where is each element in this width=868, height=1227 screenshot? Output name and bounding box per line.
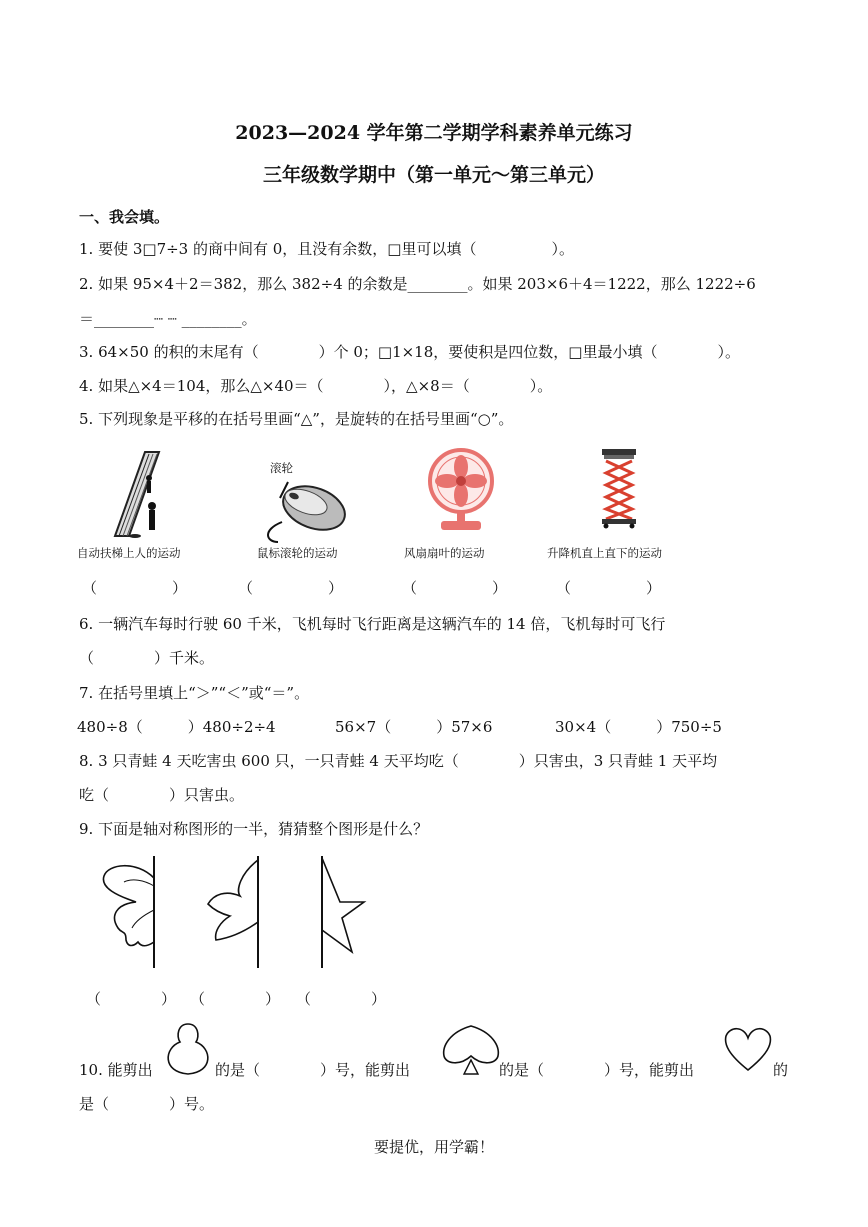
scroll-wheel-label: 滚轮 bbox=[270, 461, 293, 475]
half-leaf-figure bbox=[200, 856, 266, 970]
question-10-part-4: 的 bbox=[773, 1061, 789, 1079]
page-subtitle: 三年级数学期中（第一单元～第三单元） bbox=[262, 164, 605, 186]
escalator-caption: 自动扶梯上人的运动 bbox=[77, 546, 181, 560]
gourd-shape bbox=[160, 1020, 216, 1078]
fan-image bbox=[427, 447, 495, 533]
answer-blank[interactable]: （ ） bbox=[402, 579, 508, 597]
question-10-part-2: 的是（ ）号，能剪出 bbox=[215, 1061, 411, 1079]
question-3: 3. 64×50 的积的末尾有（ ）个 0；□1×18，要使积是四位数，□里最小填（ ）。 bbox=[79, 343, 740, 361]
heart-shape bbox=[722, 1024, 774, 1074]
half-butterfly-figure bbox=[96, 856, 162, 970]
answer-blank[interactable]: （ ） bbox=[86, 990, 177, 1008]
compare-item: 56×7（ ）57×6 bbox=[335, 718, 493, 736]
question-10-part-3: 的是（ ）号，能剪出 bbox=[499, 1061, 695, 1079]
page-title: 2023—2024 学年第二学期学科素养单元练习 bbox=[235, 122, 633, 144]
question-1: 1. 要使 3□7÷3 的商中间有 0，且没有余数，□里可以填（ ）。 bbox=[79, 240, 574, 258]
section-heading: 一、我会填。 bbox=[79, 208, 170, 226]
question-10-line-2: 是（ ）号。 bbox=[79, 1095, 215, 1113]
answer-blank[interactable]: （ ） bbox=[296, 990, 387, 1008]
inverted-heart-shape bbox=[440, 1020, 502, 1078]
question-6-line-1: 6. 一辆汽车每时行驶 60 千米，飞机每时飞行距离是这辆汽车的 14 倍，飞机每时可飞行 bbox=[79, 615, 666, 633]
compare-item: 30×4（ ）750÷5 bbox=[555, 718, 722, 736]
compare-item: 480÷8（ ）480÷2÷4 bbox=[77, 718, 276, 736]
answer-blank[interactable]: （ ） bbox=[82, 579, 188, 597]
mouse-caption: 鼠标滚轮的运动 bbox=[257, 546, 338, 560]
question-7: 7. 在括号里填上“＞”“＜”或“＝”。 bbox=[79, 684, 310, 702]
question-10-part-1: 10. 能剪出 bbox=[79, 1061, 153, 1079]
lift-image bbox=[600, 447, 640, 529]
question-5: 5. 下列现象是平移的在括号里画“△”，是旋转的在括号里画“○”。 bbox=[79, 410, 514, 428]
answer-blank[interactable]: （ ） bbox=[190, 990, 281, 1008]
mouse-image bbox=[258, 474, 350, 544]
question-9: 9. 下面是轴对称图形的一半，猜猜整个图形是什么？ bbox=[79, 820, 429, 838]
answer-blank[interactable]: （ ） bbox=[238, 579, 344, 597]
lift-caption: 升降机直上直下的运动 bbox=[547, 546, 662, 560]
question-8-line-1: 8. 3 只青蛙 4 天吃害虫 600 只，一只青蛙 4 天平均吃（ ）只害虫，3 只青蛙 1 天平均 bbox=[79, 752, 718, 770]
fan-caption: 风扇扇叶的运动 bbox=[404, 546, 485, 560]
page-footer: 要提优，用学霸！ bbox=[373, 1138, 494, 1156]
half-star-figure bbox=[312, 856, 378, 970]
question-8-line-2: 吃（ ）只害虫。 bbox=[79, 786, 245, 804]
question-2-line-1: 2. 如果 95×4＋2＝382，那么 382÷4 的余数是________。如果 203×6＋4＝1222，那么 1222÷6 bbox=[79, 275, 756, 293]
question-2-line-2: ＝________┈ ┈ ________。 bbox=[79, 310, 257, 328]
escalator-image bbox=[105, 448, 167, 540]
answer-blank[interactable]: （ ） bbox=[556, 579, 662, 597]
question-6-line-2: （ ）千米。 bbox=[79, 649, 215, 667]
question-4: 4. 如果△×4＝104，那么△×40＝（ ），△×8＝（ ）。 bbox=[79, 377, 553, 395]
